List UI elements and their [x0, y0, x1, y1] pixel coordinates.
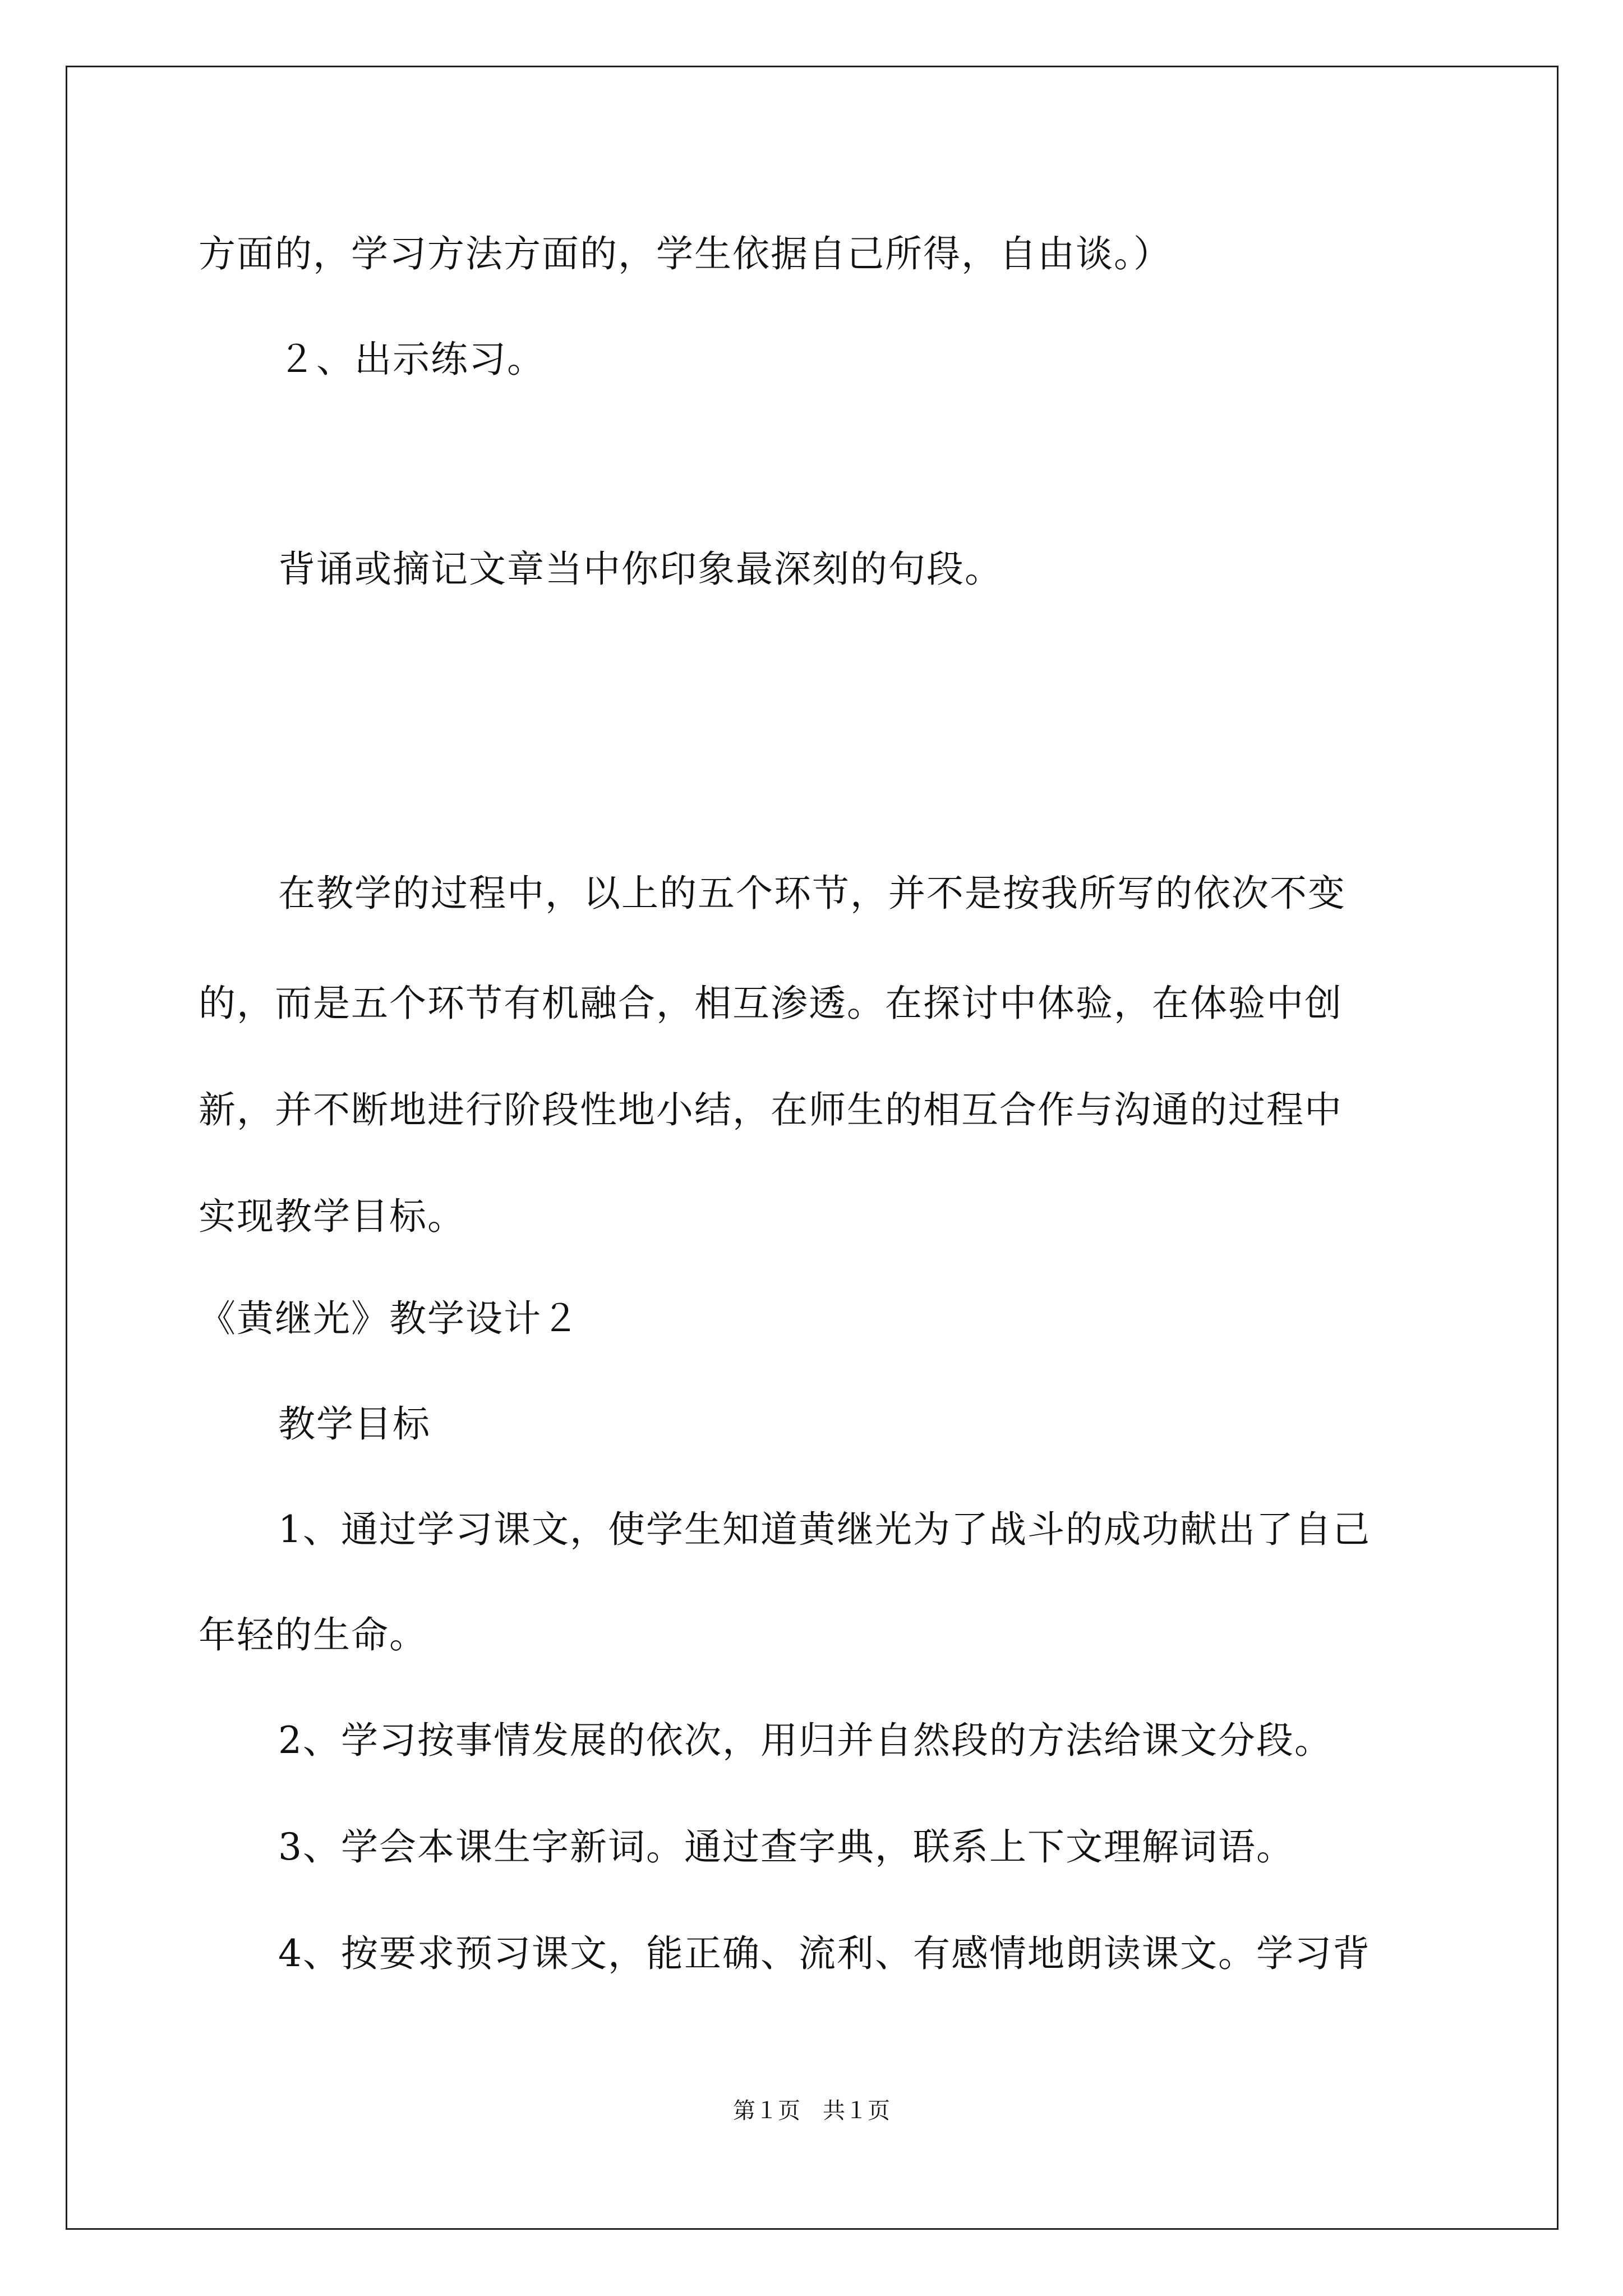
- text-line-6: 新，并不断地进行阶段性地小结，在师生的相互合作与沟通的过程中: [199, 1088, 1343, 1131]
- section-subtitle: 教学目标: [278, 1402, 431, 1446]
- text-line-13: 3、学会本课生字新词。通过查字典，联系上下文理解词语。: [278, 1825, 1294, 1869]
- text-line-4: 在教学的过程中，以上的五个环节，并不是按我所写的依次不变: [278, 872, 1346, 915]
- text-line-3: 背诵或摘记文章当中你印象最深刻的句段。: [278, 547, 1003, 591]
- page-border: [66, 66, 1559, 2230]
- text-line-14: 4、按要求预习课文，能正确、流利、有感情地朗读课文。学习背: [278, 1932, 1371, 1975]
- text-line-2: ２、出示练习。: [278, 338, 545, 381]
- text-line-11: 年轻的生命。: [199, 1613, 427, 1657]
- text-line-7: 实现教学目标。: [199, 1195, 465, 1238]
- text-line-12: 2、学习按事情发展的依次，用归并自然段的方法给课文分段。: [278, 1719, 1332, 1762]
- section-title: 《黄继光》教学设计２: [199, 1297, 580, 1340]
- text-line-10: 1、通过学习课文，使学生知道黄继光为了战斗的成功献出了自己: [278, 1508, 1371, 1551]
- text-line-1: 方面的，学习方法方面的，学生依据自己所得，自由谈。）: [199, 232, 1172, 275]
- page-footer: 第１页 共１页: [733, 2098, 890, 2123]
- text-line-5: 的，而是五个环节有机融合，相互渗透。在探讨中体验，在体验中创: [199, 982, 1343, 1025]
